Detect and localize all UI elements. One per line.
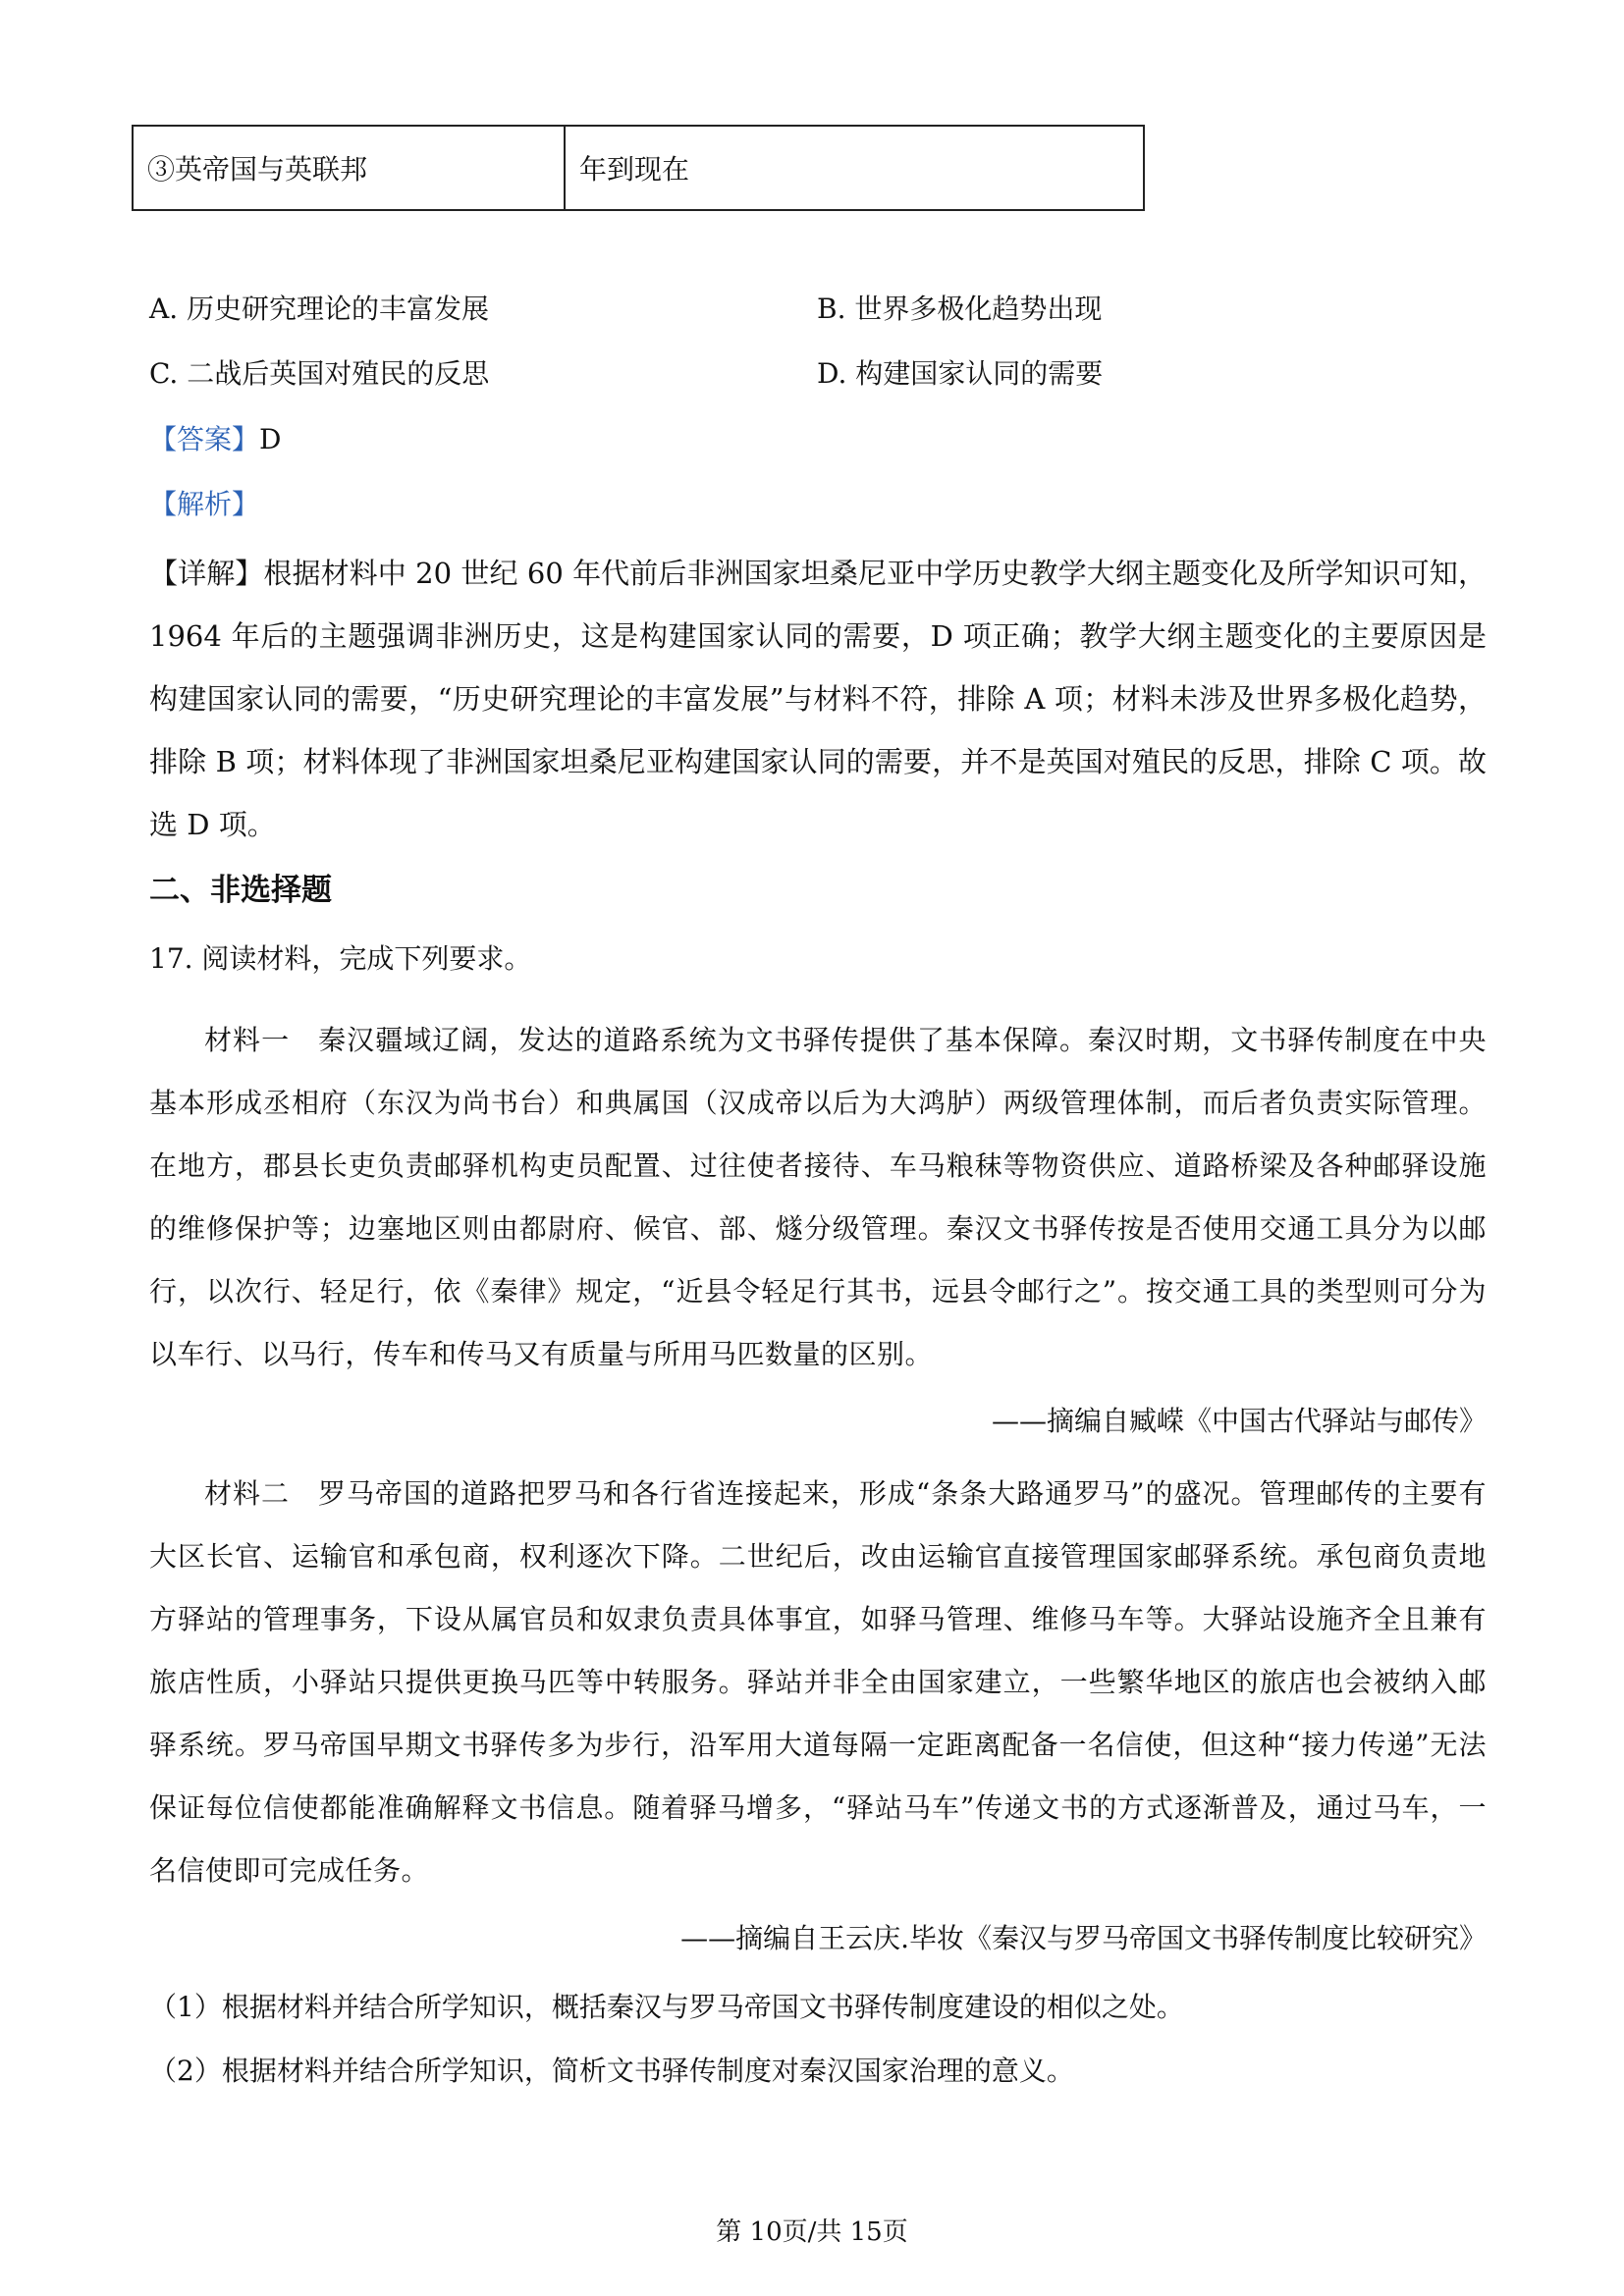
answer-label: 【答案】 (149, 423, 260, 455)
section-title: 二、非选择题 (149, 873, 332, 908)
question-intro: 17. 阅读材料，完成下列要求。 (149, 942, 532, 975)
sub-question-2: （2）根据材料并结合所学知识，简析文书驿传制度对秦汉国家治理的意义。 (149, 2055, 1074, 2087)
answer-value: D (259, 423, 282, 455)
table-fragment (132, 125, 1145, 211)
option-c: C. 二战后英国对殖民的反思 (149, 357, 490, 390)
analysis-label: 【解析】 (149, 488, 260, 520)
option-a: A. 历史研究理论的丰富发展 (149, 293, 490, 325)
table-cell-time: 年到现在 (565, 126, 1144, 210)
detail-explanation: 【详解】根据材料中 20 世纪 60 年代前后非洲国家坦桑尼亚中学历史教学大纲主题变化及所学知识可知，1964 年后的主题强调非洲历史，这是构建国家认同的需要，D 项正确；教学大纲主题变化的主要原因是构建国家认同的需要，“历史研究理论的丰富发展”与材料不符，排除 A 项；材料未涉及世界多极化趋势，排除 B 项；材料体现了非洲国家坦桑尼亚构建国家认同的需要，并不是英国对殖民的反思，排除 C 项。故选 D 项。 (149, 557, 1487, 841)
option-d: D. 构建国家认同的需要 (817, 357, 1104, 390)
table-cell-period: ③英帝国与英联邦 (133, 126, 565, 210)
material-one: 材料一 秦汉疆域辽阔，发达的道路系统为文书驿传提供了基本保障。秦汉时期，文书驿传制度在中央基本形成丞相府（东汉为尚书台）和典属国（汉成帝以后为大鸿胪）两级管理体制，而后者负责实际管理。在地方，郡县长吏负责邮驿机构吏员配置、过往使者接待、车马粮秣等物资供应、道路桥梁及各种邮驿设施的维修保护等；边塞地区则由都尉府、候官、部、燧分级管理。秦汉文书驿传按是否使用交通工具分为以邮行，以次行、轻足行，依《秦律》规定，“近县令轻足行其书，远县令邮行之”。按交通工具的类型则可分为以车行、以马行，传车和传马又有质量与所用马匹数量的区别。 (149, 1024, 1487, 1370)
option-b: B. 世界多极化趋势出现 (817, 293, 1103, 325)
source-one: ——摘编自臧嵘《中国古代驿站与邮传》 (991, 1405, 1487, 1437)
sub-question-1: （1）根据材料并结合所学知识，概括秦汉与罗马帝国文书驿传制度建设的相似之处。 (149, 1991, 1184, 2023)
answer-line (149, 420, 281, 459)
table-row (133, 126, 1144, 210)
analysis-line (149, 485, 259, 524)
material-two: 材料二 罗马帝国的道路把罗马和各行省连接起来，形成“条条大路通罗马”的盛况。管理邮传的主要有大区长官、运输官和承包商，权利逐次下降。二世纪后，改由运输官直接管理国家邮驿系统。承包商负责地方驿站的管理事务，下设从属官员和奴隶负责具体事宜，如驿马管理、维修马车等。大驿站设施齐全且兼有旅店性质，小驿站只提供更换马匹等中转服务。驿站并非全由国家建立，一些繁华地区的旅店也会被纳入邮驿系统。罗马帝国早期文书驿传多为步行，沿军用大道每隔一定距离配备一名信使，但这种“接力传递”无法保证每位信使都能准确解释文书信息。随着驿马增多，“驿站马车”传递文书的方式逐渐普及，通过马车，一名信使即可完成任务。 (149, 1477, 1487, 1887)
source-two: ——摘编自王云庆.毕妆《秦汉与罗马帝国文书驿传制度比较研究》 (680, 1922, 1487, 1954)
page-footer: 第 10页/共 15页 (716, 2217, 908, 2247)
